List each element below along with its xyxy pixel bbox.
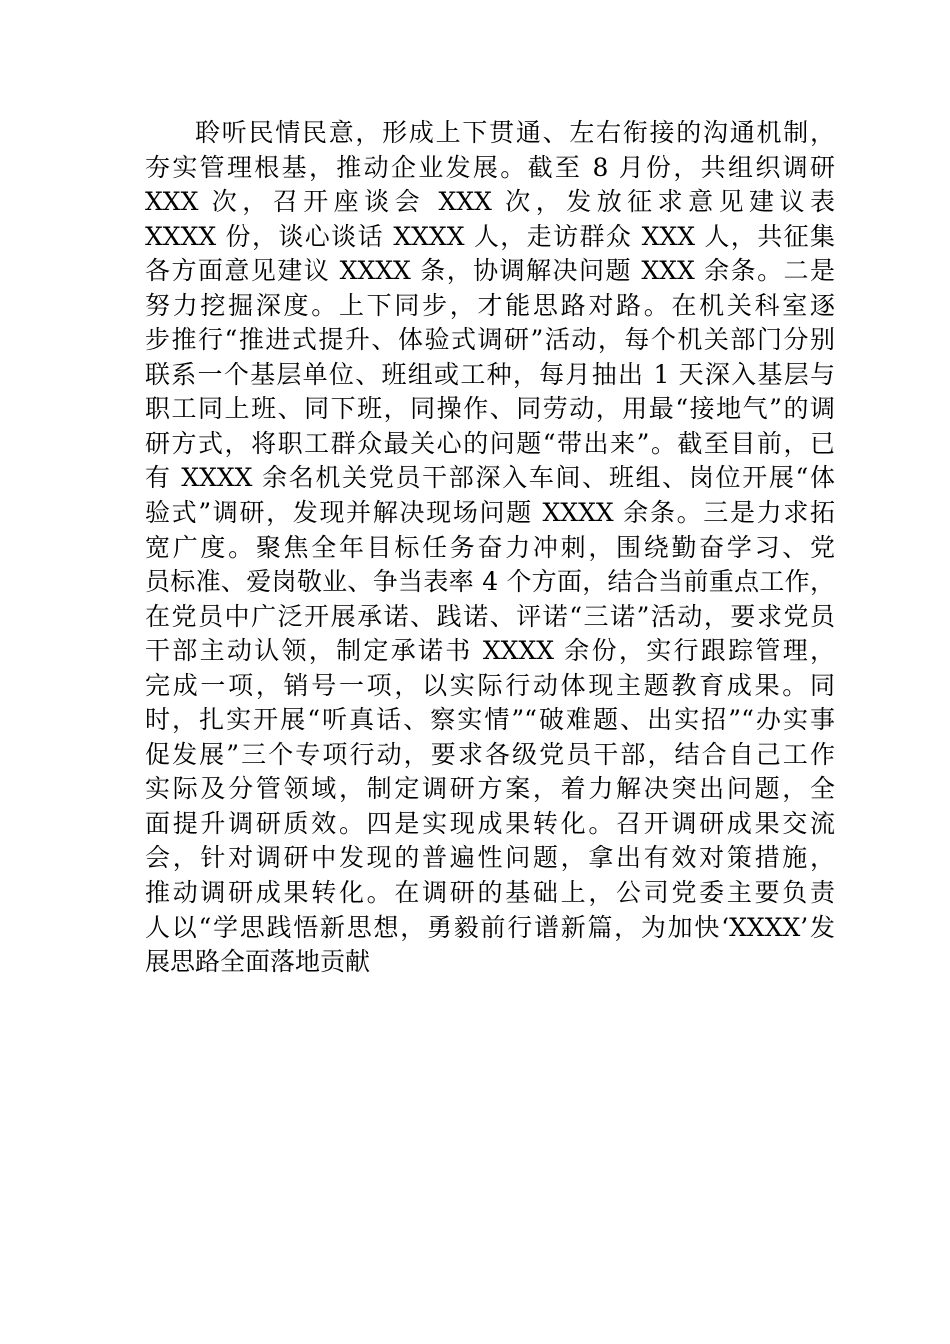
paragraph-line: 实际及分管领域，制定调研方案，着力解决突出问题，全 — [145, 774, 835, 804]
paragraph-line: 面提升调研质效。四是实现成果转化。召开调研成果交流 — [145, 808, 835, 838]
paragraph-line: 研方式，将职工群众最关心的问题“带出来”。截至目前，已 — [145, 428, 835, 458]
paragraph-line: 展思路全面落地贡献 — [145, 947, 371, 977]
paragraph-line: 时，扎实开展“听真话、察实情”“破难题、出实招”“办实事 — [145, 705, 835, 735]
paragraph-line: 夯实管理根基，推动企业发展。截至 8 月份，共组织调研 — [145, 152, 835, 182]
paragraph-line: 努力挖掘深度。上下同步，才能思路对路。在机关科室逐 — [145, 290, 835, 320]
paragraph-line: 在党员中广泛开展承诺、践诺、评诺“三诺”活动，要求党员 — [145, 601, 835, 631]
paragraph-line: 人以“学思践悟新思想，勇毅前行谱新篇，为加快‘XXXX’发 — [145, 912, 835, 942]
paragraph-line: 完成一项，销号一项，以实际行动体现主题教育成果。同 — [145, 670, 835, 700]
paragraph-line: 干部主动认领，制定承诺书 XXXX 余份，实行跟踪管理， — [145, 636, 835, 666]
paragraph-line: 有 XXXX 余名机关党员干部深入车间、班组、岗位开展“体 — [145, 463, 835, 493]
paragraph-line: 联系一个基层单位、班组或工种，每月抽出 1 天深入基层与 — [145, 359, 835, 389]
paragraph-line: 步推行“推进式提升、体验式调研”活动，每个机关部门分别 — [145, 325, 835, 355]
paragraph-line: 验式”调研，发现并解决现场问题 XXXX 余条。三是力求拓 — [145, 498, 835, 528]
paragraph-line: 职工同上班、同下班，同操作、同劳动，用最“接地气”的调 — [145, 394, 835, 424]
paragraph-line: 促发展”三个专项行动，要求各级党员干部，结合自己工作 — [145, 739, 835, 769]
paragraph-line: 各方面意见建议 XXXX 条，协调解决问题 XXX 余条。二是 — [145, 256, 835, 286]
paragraph-line: XXX 次，召开座谈会 XXX 次，发放征求意见建议表 — [145, 187, 835, 217]
paragraph-line: 会，针对调研中发现的普遍性问题，拿出有效对策措施， — [145, 843, 835, 873]
body-paragraph — [145, 116, 835, 980]
paragraph-line: 推动调研成果转化。在调研的基础上，公司党委主要负责 — [145, 878, 835, 908]
paragraph-line: 员标准、爱岗敬业、争当表率 4 个方面，结合当前重点工作， — [145, 567, 835, 597]
paragraph-line: 聆听民情民意，形成上下贯通、左右衔接的沟通机制， — [195, 118, 835, 147]
paragraph-line: 宽广度。聚焦全年目标任务奋力冲刺，围绕勤奋学习、党 — [145, 532, 835, 562]
paragraph-line: XXXX 份，谈心谈话 XXXX 人，走访群众 XXX 人，共征集 — [145, 221, 835, 251]
